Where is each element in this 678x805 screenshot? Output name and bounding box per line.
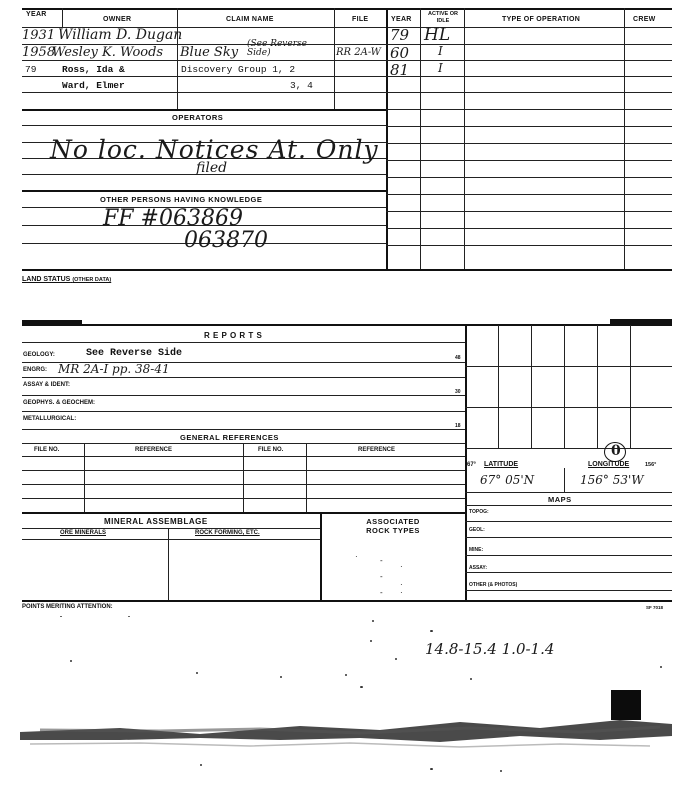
latitude-value: 67° 05'N [480, 473, 535, 487]
operators-rule [22, 190, 386, 192]
speck [372, 620, 374, 622]
maps-rule [465, 555, 672, 556]
lon-suffix: 156° [645, 462, 657, 468]
header-year-2: YEAR [391, 16, 412, 23]
longitude-value: 156° 53'W [580, 473, 644, 487]
row2-owner: Wesley K. Woods [52, 45, 164, 60]
activity3-status: I [438, 61, 443, 75]
speck [128, 616, 130, 617]
main-divider [386, 8, 388, 270]
geology-value: See Reverse Side [86, 348, 183, 359]
maps-rule [465, 572, 672, 573]
maps-rule [465, 590, 672, 591]
mineral-rule [22, 528, 320, 529]
row-rule [386, 211, 672, 212]
row2-claim-name: Blue Sky [180, 45, 239, 60]
mineral-rock-divider [320, 512, 322, 600]
row-rule [386, 126, 672, 127]
other-persons-title: OTHER PERSONS HAVING KNOWLEDGE [100, 195, 263, 204]
top-border [22, 8, 672, 10]
activity1-status: HL [424, 25, 451, 45]
row-rule [386, 92, 672, 93]
land-status-subtitle: (OTHER DATA) [72, 277, 112, 283]
header-active-or-idle: ACTIVE OR IDLE [428, 11, 458, 24]
maps-rule [465, 537, 672, 538]
speck [196, 672, 198, 674]
ore-minerals-header: ORE MINERALS [60, 530, 107, 536]
row-rule [386, 60, 672, 61]
refs-header-file-no-2: FILE NO. [258, 447, 284, 453]
metallurgical-number: 18 [455, 423, 461, 429]
speck: - [380, 556, 383, 565]
operators-rule [22, 125, 386, 126]
col-divider [334, 8, 335, 110]
latitude-label: LATITUDE [484, 461, 519, 468]
speck [430, 768, 433, 770]
speck [370, 640, 372, 642]
refs-rule [22, 512, 465, 514]
grid-col [531, 325, 532, 448]
mineral-rule [22, 539, 320, 540]
reports-rule [22, 342, 465, 343]
header-claim-name: CLAIM NAME [226, 16, 274, 23]
other-persons-line1: FF #063869 [103, 206, 243, 231]
row-rule [386, 177, 672, 178]
top-section-bottom [22, 269, 672, 271]
speck [470, 678, 472, 680]
maps-rule [465, 492, 672, 493]
row1-owner: William D. Dugan [58, 27, 183, 43]
col-divider [420, 8, 421, 270]
col-divider [177, 8, 178, 110]
header-type-of-operation: TYPE OF OPERATION [502, 16, 581, 23]
speck [345, 674, 347, 676]
engrg-value: MR 2A-I pp. 38-41 [58, 362, 170, 376]
reports-bottom-border [22, 600, 672, 602]
assay-ident-label: ASSAY & IDENT: [23, 382, 71, 388]
header-owner: OWNER [103, 16, 132, 23]
general-references-title: GENERAL REFERENCES [180, 433, 279, 442]
header-year: YEAR [26, 11, 47, 18]
speck [660, 666, 662, 668]
col-divider [62, 8, 63, 28]
row-rule [386, 194, 672, 195]
form-number: SF 7018 [646, 605, 664, 610]
refs-header-reference-1: REFERENCE [135, 447, 173, 453]
reports-title: R E P O R T S [204, 331, 263, 340]
maps-rule [465, 505, 672, 506]
grid-col [498, 325, 499, 448]
operators-title: OPERATORS [172, 113, 224, 122]
speck [430, 630, 433, 632]
row4-claim-name: 3, 4 [290, 80, 313, 91]
speck [200, 764, 202, 766]
row-rule [386, 76, 672, 77]
longitude-label: LONGITUDE [588, 461, 630, 468]
grid-row [465, 448, 672, 449]
row2-file: RR 2A-W [336, 47, 381, 58]
row-rule [386, 228, 672, 229]
row3-owner: Ross, Ida & [62, 64, 125, 75]
maps-rule [465, 521, 672, 522]
grid-col [630, 325, 631, 448]
refs-col [84, 443, 85, 512]
points-meriting-attention-title: POINTS MERITING ATTENTION: [22, 604, 113, 610]
col-divider [464, 8, 465, 270]
maps-geol: GEOL: [469, 527, 485, 533]
grid-col [564, 325, 565, 448]
speck [70, 660, 72, 662]
row1-year: 1931 [22, 28, 56, 43]
activity2-status: I [438, 44, 443, 58]
maps-title: MAPS [548, 495, 572, 504]
row-rule [22, 109, 386, 111]
speck [395, 658, 397, 660]
grid-row [465, 366, 672, 367]
associated-rock-types-title: ASSOCIATED ROCK TYPES [366, 517, 420, 535]
speck [500, 770, 502, 772]
row-rule [386, 143, 672, 144]
row-rule [22, 76, 386, 77]
speck [280, 676, 282, 678]
lat-prefix: 67° [467, 462, 477, 468]
activity1-year: 79 [390, 26, 410, 44]
rock-forming-header: ROCK FORMING, ETC. [195, 530, 260, 536]
row-rule [386, 160, 672, 161]
engrg-label: ENGRG: [23, 367, 47, 373]
speck: · [355, 552, 358, 561]
metallurgical-label: METALLURGICAL: [23, 416, 77, 422]
land-status-label [22, 276, 111, 283]
land-status-title: LAND STATUS [22, 276, 71, 283]
row4-owner: Ward, Elmer [62, 80, 125, 91]
grid-col [597, 325, 598, 448]
maps-assay: ASSAY: [469, 565, 488, 571]
circled-number: 0 [611, 443, 621, 459]
assay-number: 30 [455, 389, 461, 395]
activity3-year: 81 [390, 61, 410, 79]
row-rule [386, 245, 672, 246]
latlon-divider [564, 468, 565, 492]
header-crew: CREW [633, 16, 656, 23]
operators-handwritten-sub: filed [196, 160, 228, 176]
maps-topog: TOPOG: [469, 509, 489, 515]
row2-year: 1958 [22, 45, 56, 60]
speck [360, 686, 363, 688]
reports-rule [22, 429, 465, 430]
geology-number: 48 [455, 355, 461, 361]
band-right [610, 319, 672, 324]
row-rule [22, 60, 386, 61]
scan-noise-band [0, 710, 678, 760]
col-divider [624, 8, 625, 270]
reports-rule [22, 377, 465, 378]
row2-claim-note: (See Reverse Side) [247, 39, 307, 58]
grid-row [465, 407, 672, 408]
operators-handwritten: No loc. Notices At. Only [50, 135, 379, 164]
geophys-label: GEOPHYS. & GEOCHEM: [23, 400, 96, 406]
row-rule [386, 109, 672, 110]
refs-col [306, 443, 307, 512]
speck: - [380, 572, 383, 581]
mineral-assemblage-title: MINERAL ASSEMBLAGE [104, 517, 208, 526]
row3-year: 79 [25, 64, 37, 75]
speck: · [400, 562, 403, 571]
refs-header-file-no-1: FILE NO. [34, 447, 60, 453]
speck [60, 616, 62, 617]
speck: · [400, 580, 403, 589]
mineral-col [168, 528, 169, 600]
speck: - [380, 588, 383, 597]
speck: · [400, 588, 403, 597]
row-rule [22, 92, 386, 93]
attention-note: 14.8-15.4 1.0-1.4 [425, 640, 555, 658]
geology-label: GEOLOGY: [23, 352, 55, 358]
activity2-year: 60 [390, 44, 410, 62]
maps-other: OTHER (& PHOTOS) [469, 582, 518, 588]
refs-header-reference-2: REFERENCE [358, 447, 396, 453]
reports-rule [22, 395, 465, 396]
other-persons-line2: 063870 [184, 228, 268, 253]
header-file: FILE [352, 16, 369, 23]
maps-mine: MINE: [469, 547, 484, 553]
reports-rule [22, 411, 465, 412]
row3-claim-name: Discovery Group 1, 2 [181, 64, 296, 75]
refs-col [243, 443, 244, 512]
reports-top-border [22, 324, 672, 326]
